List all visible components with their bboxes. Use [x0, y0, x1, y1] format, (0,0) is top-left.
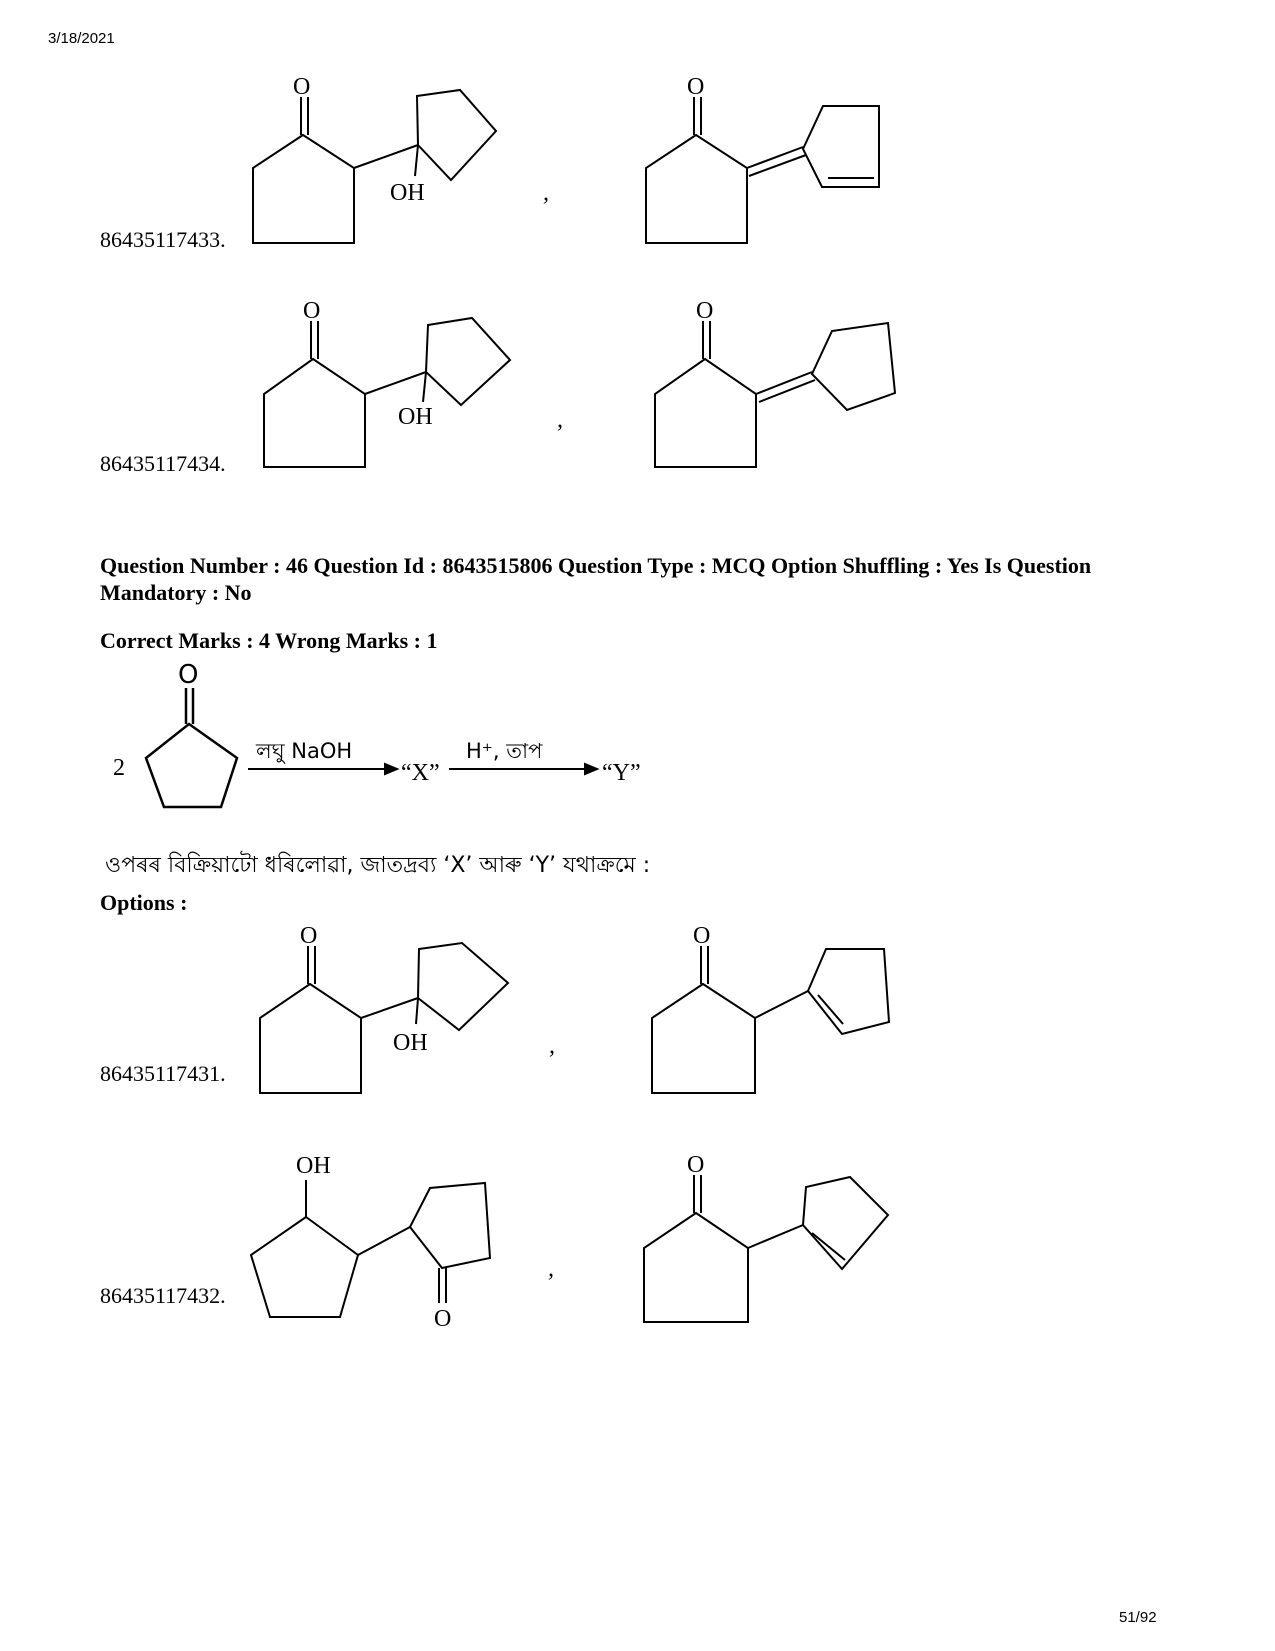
question-heading: Question Number : 46 Question Id : 8643515806 Question Type : MCQ Option Shuffling : Yes Is Question Mandatory : No [100, 553, 1092, 605]
option-id-434: 86435117434. [100, 451, 226, 476]
svg-text:O: O [687, 1152, 705, 1178]
svg-text:O: O [303, 298, 321, 324]
option-431-separator: , [549, 1033, 555, 1059]
svg-text:O: O [696, 298, 714, 324]
option-432-separator: , [548, 1256, 554, 1282]
print-date: 3/18/2021 [48, 30, 115, 47]
option-id-433: 86435117433. [100, 227, 226, 252]
option-433-structure-right [646, 74, 879, 243]
svg-text:OH: OH [393, 1030, 428, 1056]
svg-text:OH: OH [390, 180, 425, 206]
option-433-structure-left [253, 74, 496, 243]
question-marks: Correct Marks : 4 Wrong Marks : 1 [100, 628, 438, 653]
option-434-separator: , [557, 407, 563, 433]
option-434-structure-right [655, 298, 895, 467]
page-number: 51/92 [1119, 1609, 1157, 1626]
svg-text:OH: OH [296, 1153, 331, 1179]
option-id-431: 86435117431. [100, 1061, 226, 1086]
svg-text:O: O [300, 923, 318, 949]
product-y: “Y” [602, 760, 641, 786]
option-432-structure-left [251, 1153, 490, 1332]
product-x: “X” [401, 760, 440, 786]
svg-text:O: O [434, 1306, 452, 1332]
option-431-structure-right [652, 923, 889, 1093]
svg-text:O: O [693, 923, 711, 949]
option-432-structure-right [644, 1152, 888, 1322]
reagent-2: H⁺, তাপ [466, 739, 543, 763]
reaction-scheme [113, 660, 641, 807]
svg-text:O: O [293, 74, 311, 100]
option-434-structure-left [264, 298, 510, 467]
svg-text:O: O [178, 660, 199, 690]
svg-text:OH: OH [398, 404, 433, 430]
svg-text:O: O [687, 74, 705, 100]
option-id-432: 86435117432. [100, 1283, 226, 1308]
reaction-coefficient: 2 [113, 755, 125, 781]
question-stem: ওপৰৰ বিক্ৰিয়াটো ধৰিলোৱা, জাতদ্ৰব্য ‘X’ আৰু ‘Y’ যথাক্ৰমে : [105, 853, 651, 878]
option-431-structure-left [260, 923, 508, 1093]
option-433-separator: , [543, 180, 549, 206]
options-label: Options : [100, 890, 188, 915]
reagent-1: লঘু NaOH [256, 739, 353, 763]
